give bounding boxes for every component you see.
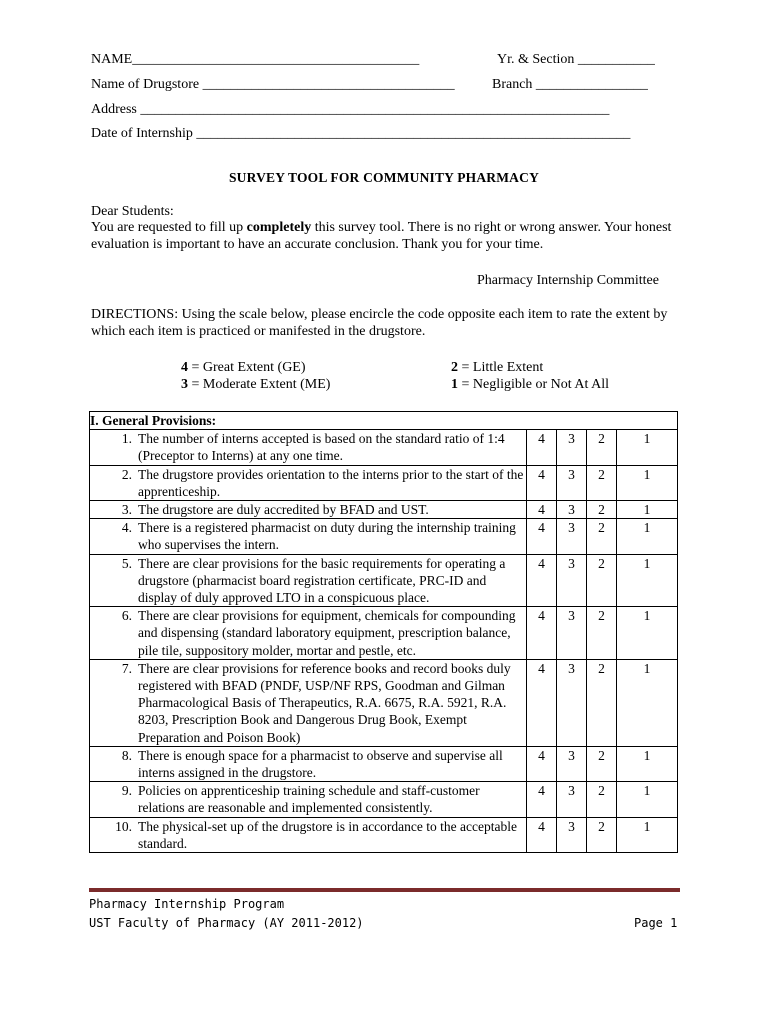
rating-code-4[interactable]: 4 <box>527 782 557 817</box>
scale-item-4: 4 = Great Extent (GE) <box>181 360 306 375</box>
branch-field: Branch ________________ <box>492 77 648 92</box>
rating-code-1[interactable]: 1 <box>617 465 678 500</box>
internship-date-field: Date of Internship ______________________________________________________________ <box>91 126 631 141</box>
survey-item-text-cell <box>90 465 527 500</box>
survey-item-row <box>90 746 678 781</box>
scale-item-2: 2 = Little Extent <box>451 360 544 375</box>
item-text: The drugstore are duly accredited by BFAD and UST. <box>138 502 429 518</box>
rating-code-3[interactable]: 3 <box>557 554 587 607</box>
rating-code-4[interactable]: 4 <box>527 746 557 781</box>
rating-code-4[interactable]: 4 <box>527 519 557 554</box>
year-section-field: Yr. & Section ___________ <box>497 52 655 67</box>
item-number: 3. <box>121 502 132 518</box>
item-number: 7. <box>121 660 132 676</box>
rating-code-3[interactable]: 3 <box>557 465 587 500</box>
item-number: 5. <box>121 555 132 571</box>
item-text: There are clear provisions for equipment, chemicals for compounding and dispensing (standard laboratory equipment, prescription balance, pile tile, suppository molder, mortar and pestle, etc. <box>138 608 516 658</box>
rating-code-3[interactable]: 3 <box>557 746 587 781</box>
survey-item-row <box>90 430 678 465</box>
rating-code-1[interactable]: 1 <box>617 659 678 746</box>
item-text: There are clear provisions for reference books and record books duly registered with BFAD (PNDF, USP/NF RPS, Goodman and Gilman Pharmacological Basis of Therapeutics, R.A. 6675, R.A. 5921, R.A. 8203, Prescription Book and Dangerous Drug Book, Exempt Preparation and Poison Book) <box>138 660 511 745</box>
survey-item-text-cell <box>90 607 527 660</box>
rating-code-3[interactable]: 3 <box>557 817 587 852</box>
survey-item-text-cell <box>90 554 527 607</box>
item-number: 10. <box>115 818 132 834</box>
scale-item-3: 3 = Moderate Extent (ME) <box>181 377 331 392</box>
address-field: Address ___________________________________________________________________ <box>91 102 610 117</box>
item-number: 2. <box>121 466 132 482</box>
item-text: The drugstore provides orientation to the interns prior to the start of the apprenticeship. <box>138 466 524 499</box>
item-number: 1. <box>121 431 132 447</box>
item-text: There is a registered pharmacist on duty during the internship training who supervises the intern. <box>138 520 516 553</box>
rating-code-2[interactable]: 2 <box>587 817 617 852</box>
survey-item-text-cell <box>90 519 527 554</box>
rating-code-2[interactable]: 2 <box>587 659 617 746</box>
rating-code-4[interactable]: 4 <box>527 607 557 660</box>
rating-code-2[interactable]: 2 <box>587 465 617 500</box>
footer-faculty: UST Faculty of Pharmacy (AY 2011-2012) <box>89 916 364 930</box>
survey-item-row <box>90 817 678 852</box>
salutation: Dear Students: <box>91 204 174 219</box>
survey-item-row <box>90 782 678 817</box>
name-field: NAME_________________________________________ <box>91 52 420 67</box>
rating-code-2[interactable]: 2 <box>587 430 617 465</box>
rating-code-2[interactable]: 2 <box>587 746 617 781</box>
item-number: 4. <box>121 520 132 536</box>
rating-code-2[interactable]: 2 <box>587 782 617 817</box>
rating-code-3[interactable]: 3 <box>557 501 587 519</box>
rating-code-2[interactable]: 2 <box>587 607 617 660</box>
rating-code-3[interactable]: 3 <box>557 519 587 554</box>
survey-item-row <box>90 501 678 519</box>
rating-code-2[interactable]: 2 <box>587 554 617 607</box>
rating-code-1[interactable]: 1 <box>617 519 678 554</box>
survey-title: SURVEY TOOL FOR COMMUNITY PHARMACY <box>228 170 540 185</box>
item-text: There are clear provisions for the basic requirements for operating a drugstore (pharmacist board registration certificate, PRC-ID and display of duly approved LTO in a conspicuous place. <box>138 555 506 606</box>
footer-program: Pharmacy Internship Program <box>89 897 285 911</box>
rating-code-4[interactable]: 4 <box>527 817 557 852</box>
rating-code-1[interactable]: 1 <box>617 501 678 519</box>
scale-item-1: 1 = Negligible or Not At All <box>451 377 609 392</box>
item-text: There is enough space for a pharmacist to observe and supervise all interns assigned in the drugstore. <box>138 747 503 781</box>
survey-item-text-cell <box>90 501 527 519</box>
rating-code-4[interactable]: 4 <box>527 465 557 500</box>
footer-page-number: Page 1 <box>634 916 678 930</box>
committee-signature: Pharmacy Internship Committee <box>477 273 659 288</box>
survey-item-text-cell <box>90 430 527 465</box>
drugstore-name-field: Name of Drugstore ____________________________________ <box>91 77 455 92</box>
survey-item-text-cell <box>90 746 527 781</box>
rating-code-3[interactable]: 3 <box>557 782 587 817</box>
rating-code-1[interactable]: 1 <box>617 607 678 660</box>
rating-code-2[interactable]: 2 <box>587 501 617 519</box>
rating-code-4[interactable]: 4 <box>527 501 557 519</box>
rating-code-3[interactable]: 3 <box>557 430 587 465</box>
rating-code-1[interactable]: 1 <box>617 554 678 607</box>
survey-item-text-cell <box>90 782 527 817</box>
rating-code-3[interactable]: 3 <box>557 607 587 660</box>
rating-code-1[interactable]: 1 <box>617 430 678 465</box>
survey-table <box>89 411 678 853</box>
emphasis-completely: completely <box>246 220 312 235</box>
item-number: 8. <box>121 747 132 763</box>
survey-item-row <box>90 607 678 660</box>
survey-item-text-cell <box>90 659 527 746</box>
rating-code-4[interactable]: 4 <box>527 659 557 746</box>
item-number: 6. <box>121 608 132 624</box>
item-text: The number of interns accepted is based on the standard ratio of 1:4 (Preceptor to Interns) at any one time. <box>138 431 505 464</box>
rating-code-3[interactable]: 3 <box>557 659 587 746</box>
survey-item-row <box>90 519 678 554</box>
directions-text: DIRECTIONS: Using the scale below, please encircle the code opposite each item to rate the extent by which each item is practiced or manifested in the drugstore. <box>91 307 668 339</box>
section-heading-row <box>90 412 678 430</box>
survey-item-text-cell <box>90 817 527 852</box>
survey-item-row <box>90 554 678 607</box>
item-text: The physical-set up of the drugstore is in accordance to the acceptable standard. <box>138 818 517 851</box>
item-number: 9. <box>121 783 132 799</box>
rating-code-1[interactable]: 1 <box>617 817 678 852</box>
rating-code-2[interactable]: 2 <box>587 519 617 554</box>
rating-code-4[interactable]: 4 <box>527 430 557 465</box>
rating-code-1[interactable]: 1 <box>617 746 678 781</box>
item-text: Policies on apprenticeship training schedule and staff-customer relations are reasonable and implemented consistently. <box>138 783 480 816</box>
rating-code-1[interactable]: 1 <box>617 782 678 817</box>
survey-item-row <box>90 465 678 500</box>
survey-item-row <box>90 659 678 746</box>
letter-body: You are requested to fill up completely this survey tool. There is no right or wrong answer. Your honest evaluation is important to have an accurate conclusion. Thank you for your time. <box>91 220 672 252</box>
rating-code-4[interactable]: 4 <box>527 554 557 607</box>
section-heading: I. General Provisions: <box>90 412 678 430</box>
footer-divider <box>89 888 680 892</box>
